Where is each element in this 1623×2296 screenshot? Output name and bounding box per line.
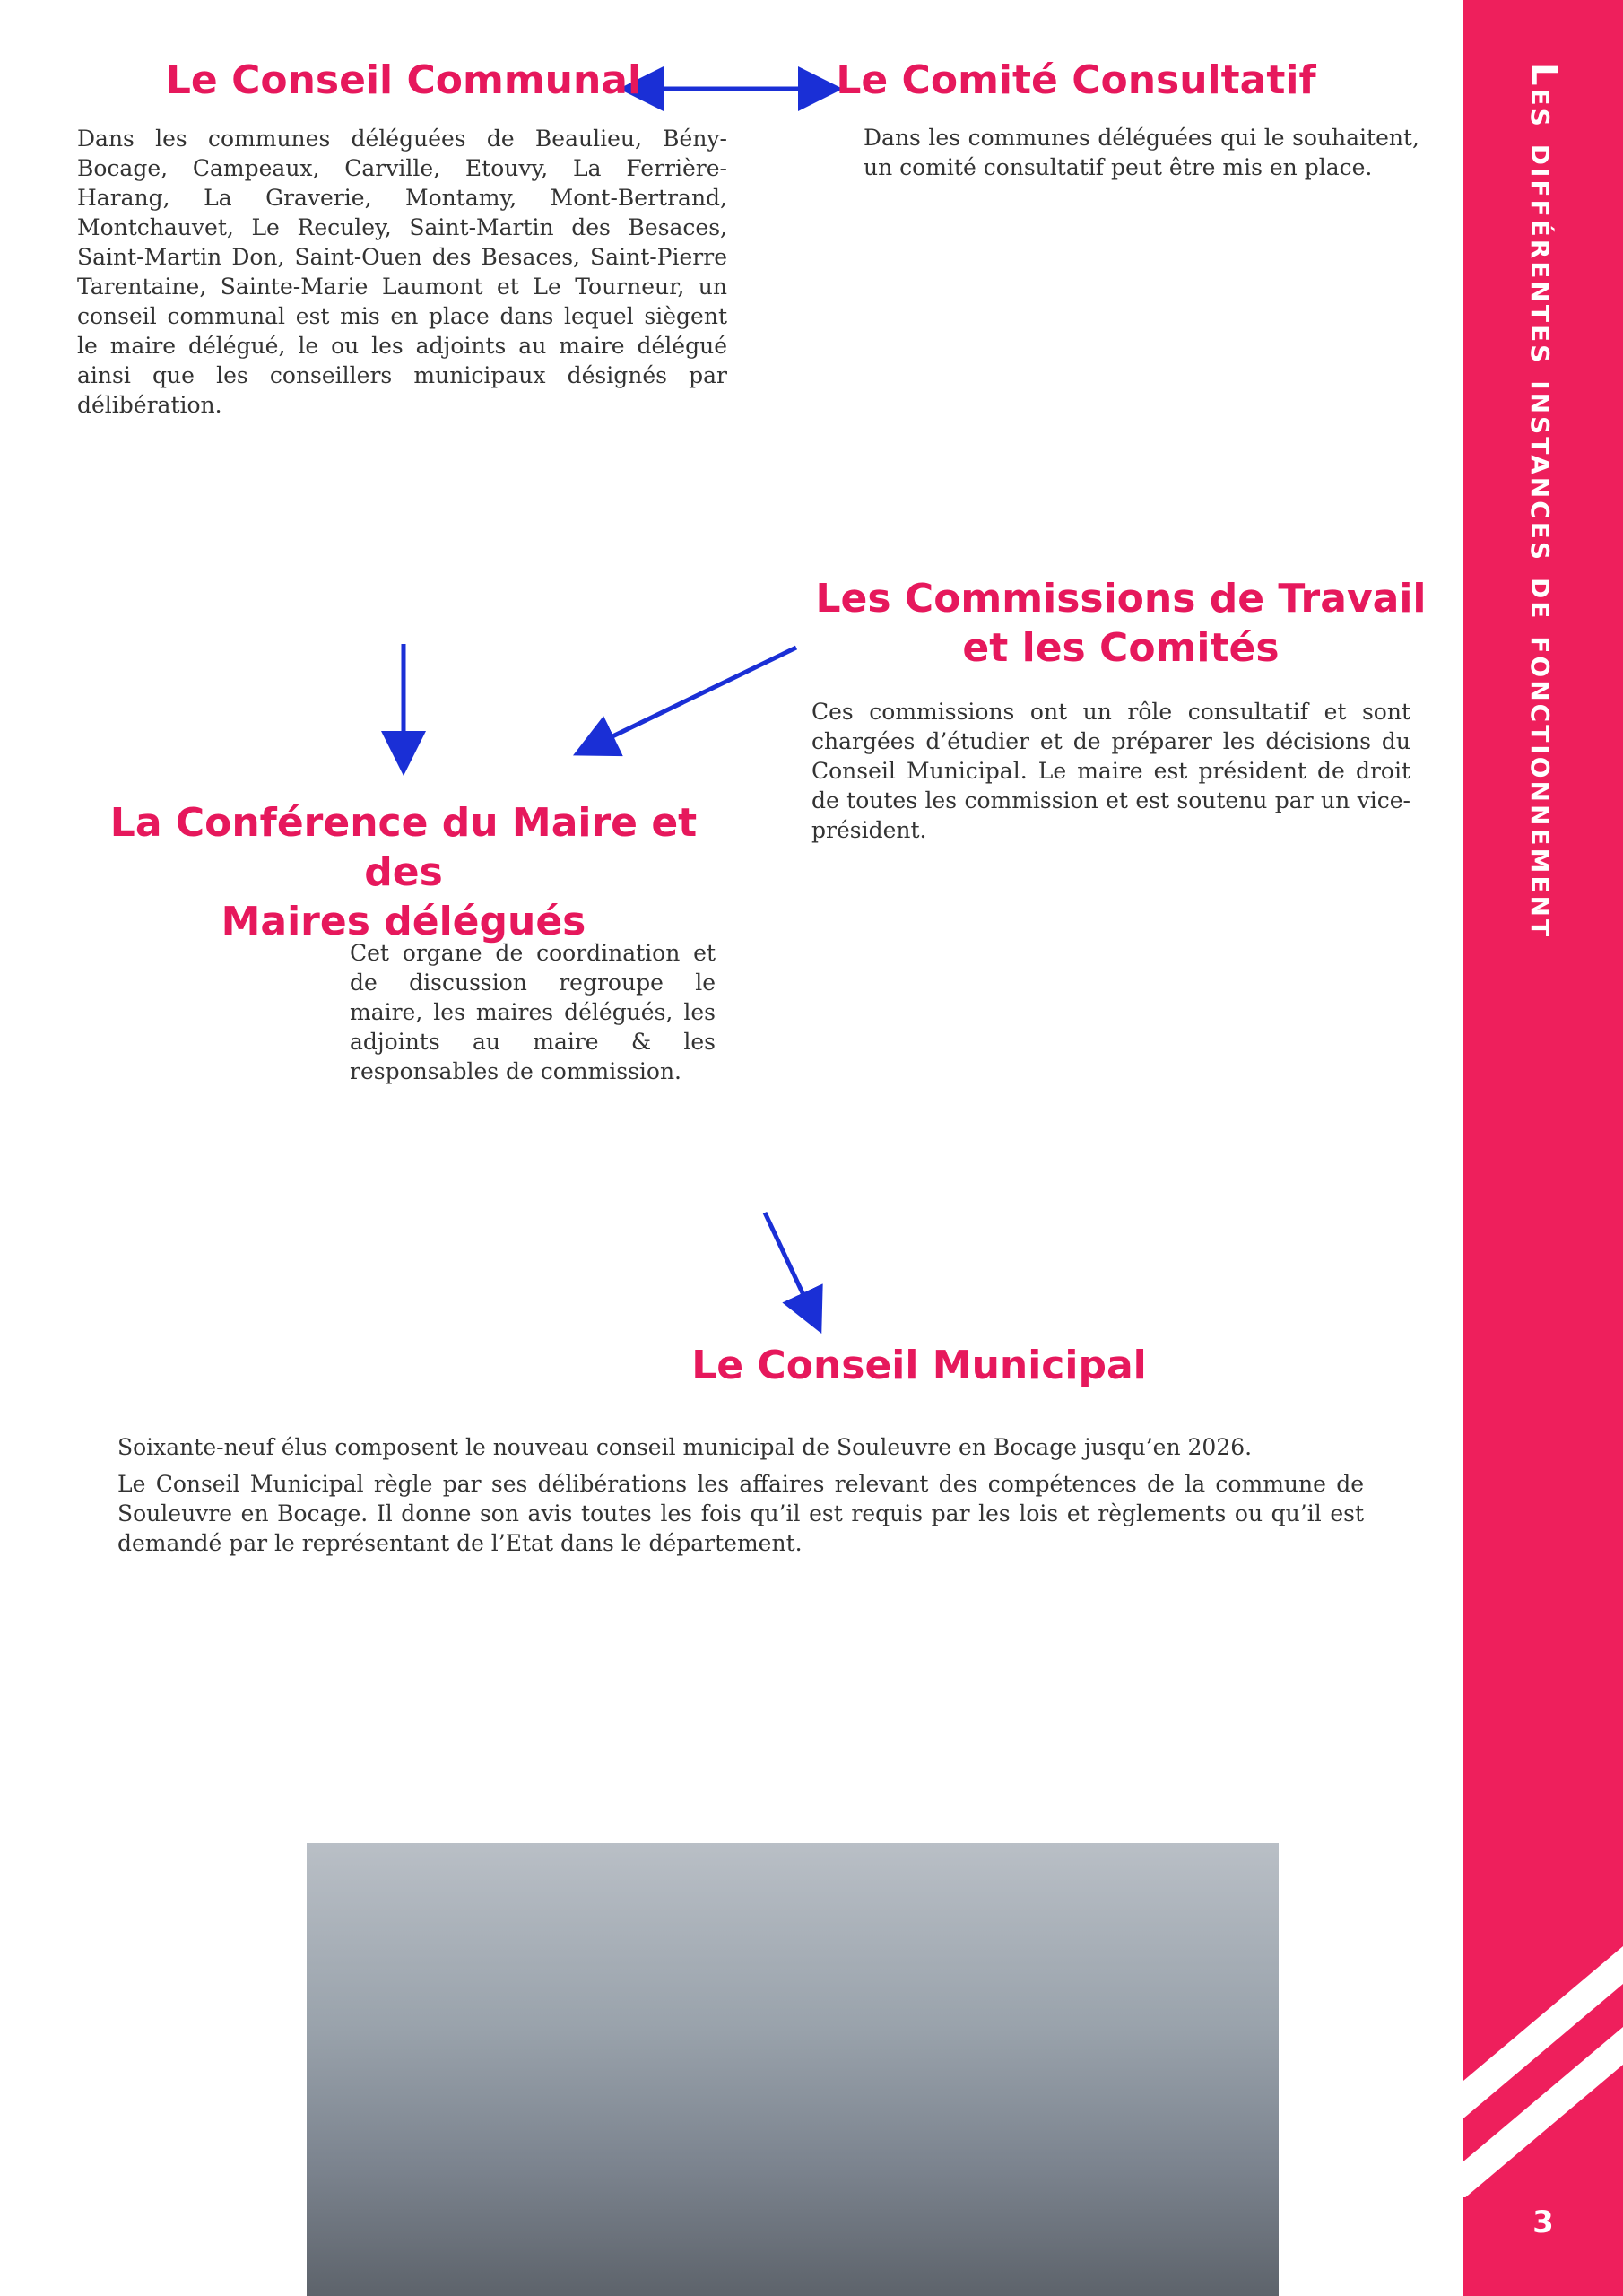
conseil-municipal-text-2: Le Conseil Municipal règle par ses délibérations les affaires relevant des compétences de la commune de Souleuvre en Bocage. Il donne son avis toutes les fois qu’il est requis par les lois et règlements ou qu’il est demandé par le représentant de l’Etat dans le département. — [117, 1471, 1364, 1556]
arrow-commissions-conference — [581, 648, 796, 752]
page-number: 3 — [1532, 2205, 1554, 2240]
heading-conseil-municipal: Le Conseil Municipal — [691, 1343, 1147, 1388]
conference-text: Cet organe de coordination et de discussion regroupe le maire, les maires délégués, les adjoints au maire & les responsables de commission. — [350, 940, 716, 1084]
conseil-municipal-text-1: Soixante-neuf élus composent le nouveau conseil municipal de Souleuvre en Bocage jusqu’en 2026. — [117, 1434, 1253, 1460]
council-meeting-photo — [307, 1843, 1279, 2296]
arrow-conference-municipal — [765, 1213, 818, 1326]
commissions-text: Ces commissions ont un rôle consultatif et sont chargées d’étudier et de préparer les décisions du Conseil Municipal. Le maire est président de droit de toutes les commission et est soutenu par un vice-président. — [812, 699, 1410, 843]
heading-commissions: Les Commissions de Travail et les Comités — [815, 576, 1427, 671]
heading-comite-consultatif: Le Comité Consultatif — [836, 57, 1316, 103]
comite-consultatif-text: Dans les communes déléguées qui le souhaitent, un comité consultatif peut être mis en place. — [864, 125, 1419, 180]
sidebar-title: Les différentes instances de fonctionnement — [1523, 63, 1564, 940]
heading-conference: La Conférence du Maire et des Maires délégués — [109, 800, 698, 944]
heading-conseil-communal: Le Conseil Communal — [165, 57, 642, 103]
conseil-communal-text: Dans les communes déléguées de Beaulieu, Bény-Bocage, Campeaux, Carville, Etouvy, La Ferrière-Harang, La Graverie, Montamy, Mont-Bertrand, Montchauvet, Le Reculey, Saint-Martin des Besaces, Saint-Martin Don, Saint-Ouen des Besaces, Saint-Pierre Tarentaine, Sainte-Marie Laumont et Le Tourneur, un conseil communal est mis en place dans lequel siègent le maire délégué, le ou les adjoints au maire délégué ainsi que les conseillers municipaux désignés par délibération. — [77, 126, 727, 418]
